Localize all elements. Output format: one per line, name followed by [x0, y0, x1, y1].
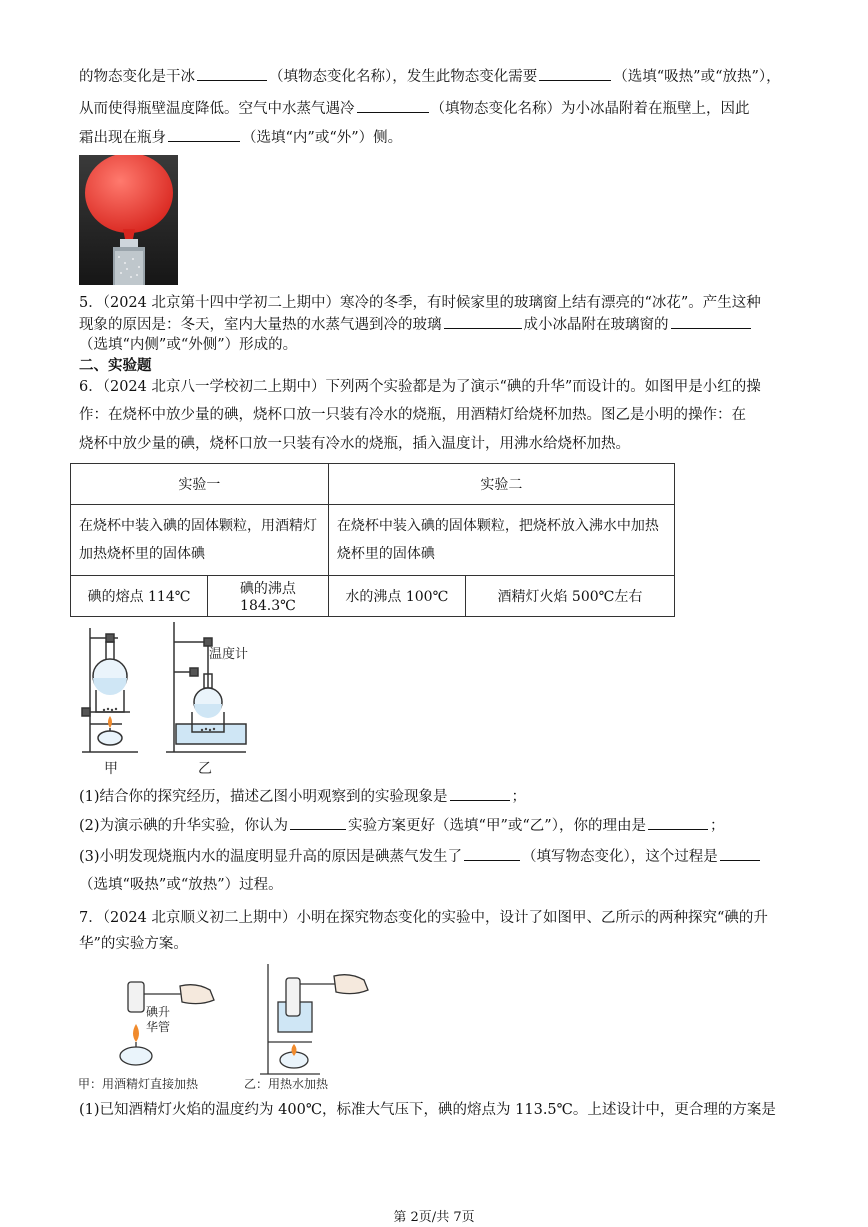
q5-line-3: （选填“内侧”或“外侧”）形成的。: [79, 337, 298, 353]
q4-text: （选填“内”或“外”）侧。: [242, 130, 403, 146]
figure-caption-jia: 甲：用酒精灯直接加热: [78, 1077, 199, 1091]
answer-blank[interactable]: [464, 846, 520, 861]
table-cell: 在烧杯中装入碘的固体颗粒，用酒精灯加热烧杯里的固体碘: [71, 505, 329, 576]
table-cell: 水的沸点 100℃: [328, 576, 465, 617]
q6-text: ；: [709, 818, 725, 834]
table-row: [71, 464, 675, 505]
q4-line-2: [79, 98, 750, 119]
answer-blank[interactable]: [648, 815, 708, 830]
table-row: [71, 505, 675, 576]
section-heading: 二、实验题: [79, 358, 152, 374]
table-cell: 在烧杯中装入碘的固体颗粒，把烧杯放入沸水中加热烧杯里的固体碘: [328, 505, 674, 576]
answer-blank[interactable]: [357, 98, 429, 113]
q6-text: (2)为演示碘的升华实验，你认为: [79, 818, 289, 834]
q6-text: （填写物态变化），这个过程是: [522, 849, 718, 865]
page-footer: 第 2页/共 7页: [393, 1210, 475, 1225]
q7-subq-1: (1)已知酒精灯火焰的温度约为 400℃，标准大气压下，碘的熔点为 113.5℃。上述设计中，更合理的方案是: [79, 1102, 776, 1118]
answer-blank[interactable]: [539, 66, 611, 81]
q4-text: 霜出现在瓶身: [79, 130, 166, 146]
q6-subq-3: [79, 846, 762, 867]
q7-apparatus-figure: [76, 960, 406, 1096]
q4-text: （填物态变化名称）为小冰晶附着在瓶壁上，因此: [430, 101, 750, 117]
q6-line-1: 6．（2024 北京八一学校初二上期中）下列两个实验都是为了演示“碘的升华”而设计的。如图甲是小红的操: [79, 379, 761, 395]
q4-line-3: [79, 127, 402, 148]
q6-subq-1: [79, 786, 526, 807]
q5-text: 成小冰晶附在玻璃窗的: [523, 317, 669, 333]
q6-text: 实验方案更好（选填“甲”或“乙”），你的理由是: [348, 818, 646, 834]
table-cell: 碘的沸点 184.3℃: [208, 576, 329, 617]
answer-blank[interactable]: [671, 314, 751, 329]
q5-line-1: 5．（2024 北京第十四中学初二上期中）寒冷的冬季，有时候家里的玻璃窗上结有漂亮的“冰花”。产生这种: [79, 295, 761, 311]
q6-text: (3)小明发现烧瓶内水的温度明显升高的原因是碘蒸气发生了: [79, 849, 463, 865]
q5-line-2: [79, 314, 753, 335]
q7-line-2: 华”的实验方案。: [79, 936, 188, 952]
q5-text: 现象的原因是：冬天，室内大量热的水蒸气遇到冷的玻璃: [79, 317, 442, 333]
figure-caption-yi: 乙：用热水加热: [244, 1077, 329, 1091]
q6-text: (1)结合你的探究经历，描述乙图小明观察到的实验现象是: [79, 789, 448, 805]
q6-line-2: 作：在烧杯中放少量的碘，烧杯口放一只装有冷水的烧瓶，用酒精灯给烧杯加热。图乙是小明的操作：在: [79, 407, 746, 423]
iodine-tube-label-2: 华管: [146, 1020, 171, 1034]
experiment-table: [70, 463, 675, 617]
answer-blank[interactable]: [168, 127, 240, 142]
figure-label-jia: 甲: [104, 761, 118, 777]
q4-text: 从而使得瓶壁温度降低。空气中水蒸气遇冷: [79, 101, 355, 117]
q6-line-3: 烧杯中放少量的碘，烧杯口放一只装有冷水的烧瓶，插入温度计，用沸水给烧杯加热。: [79, 436, 630, 452]
table-row: [71, 576, 675, 617]
table-cell: 碘的熔点 114℃: [71, 576, 208, 617]
answer-blank[interactable]: [290, 815, 346, 830]
q6-subq-2: [79, 815, 724, 836]
q6-text: ；: [511, 789, 527, 805]
table-cell: 酒精灯火焰 500℃左右: [465, 576, 674, 617]
table-header-1: 实验一: [71, 464, 329, 505]
balloon-bottle-photo: [79, 155, 178, 285]
q6-apparatus-figure: [78, 620, 258, 780]
iodine-tube-label-1: 碘升: [146, 1005, 171, 1019]
q4-text: 的物态变化是干冰: [79, 69, 195, 85]
thermometer-label: 温度计: [209, 647, 249, 662]
q6-subq-3-cont: （选填“吸热”或“放热”）过程。: [79, 877, 283, 893]
answer-blank[interactable]: [720, 846, 760, 861]
answer-blank[interactable]: [450, 786, 510, 801]
q4-line-1: [79, 66, 781, 87]
answer-blank[interactable]: [444, 314, 522, 329]
table-header-2: 实验二: [328, 464, 674, 505]
answer-blank[interactable]: [197, 66, 267, 81]
q7-line-1: 7．（2024 北京顺义初二上期中）小明在探究物态变化的实验中，设计了如图甲、乙所示的两种探究“碘的升: [79, 910, 768, 926]
figure-label-yi: 乙: [198, 761, 212, 777]
q4-text: （填物态变化名称），发生此物态变化需要: [269, 69, 538, 85]
q4-text: （选填“吸热”或“放热”），: [613, 69, 781, 85]
